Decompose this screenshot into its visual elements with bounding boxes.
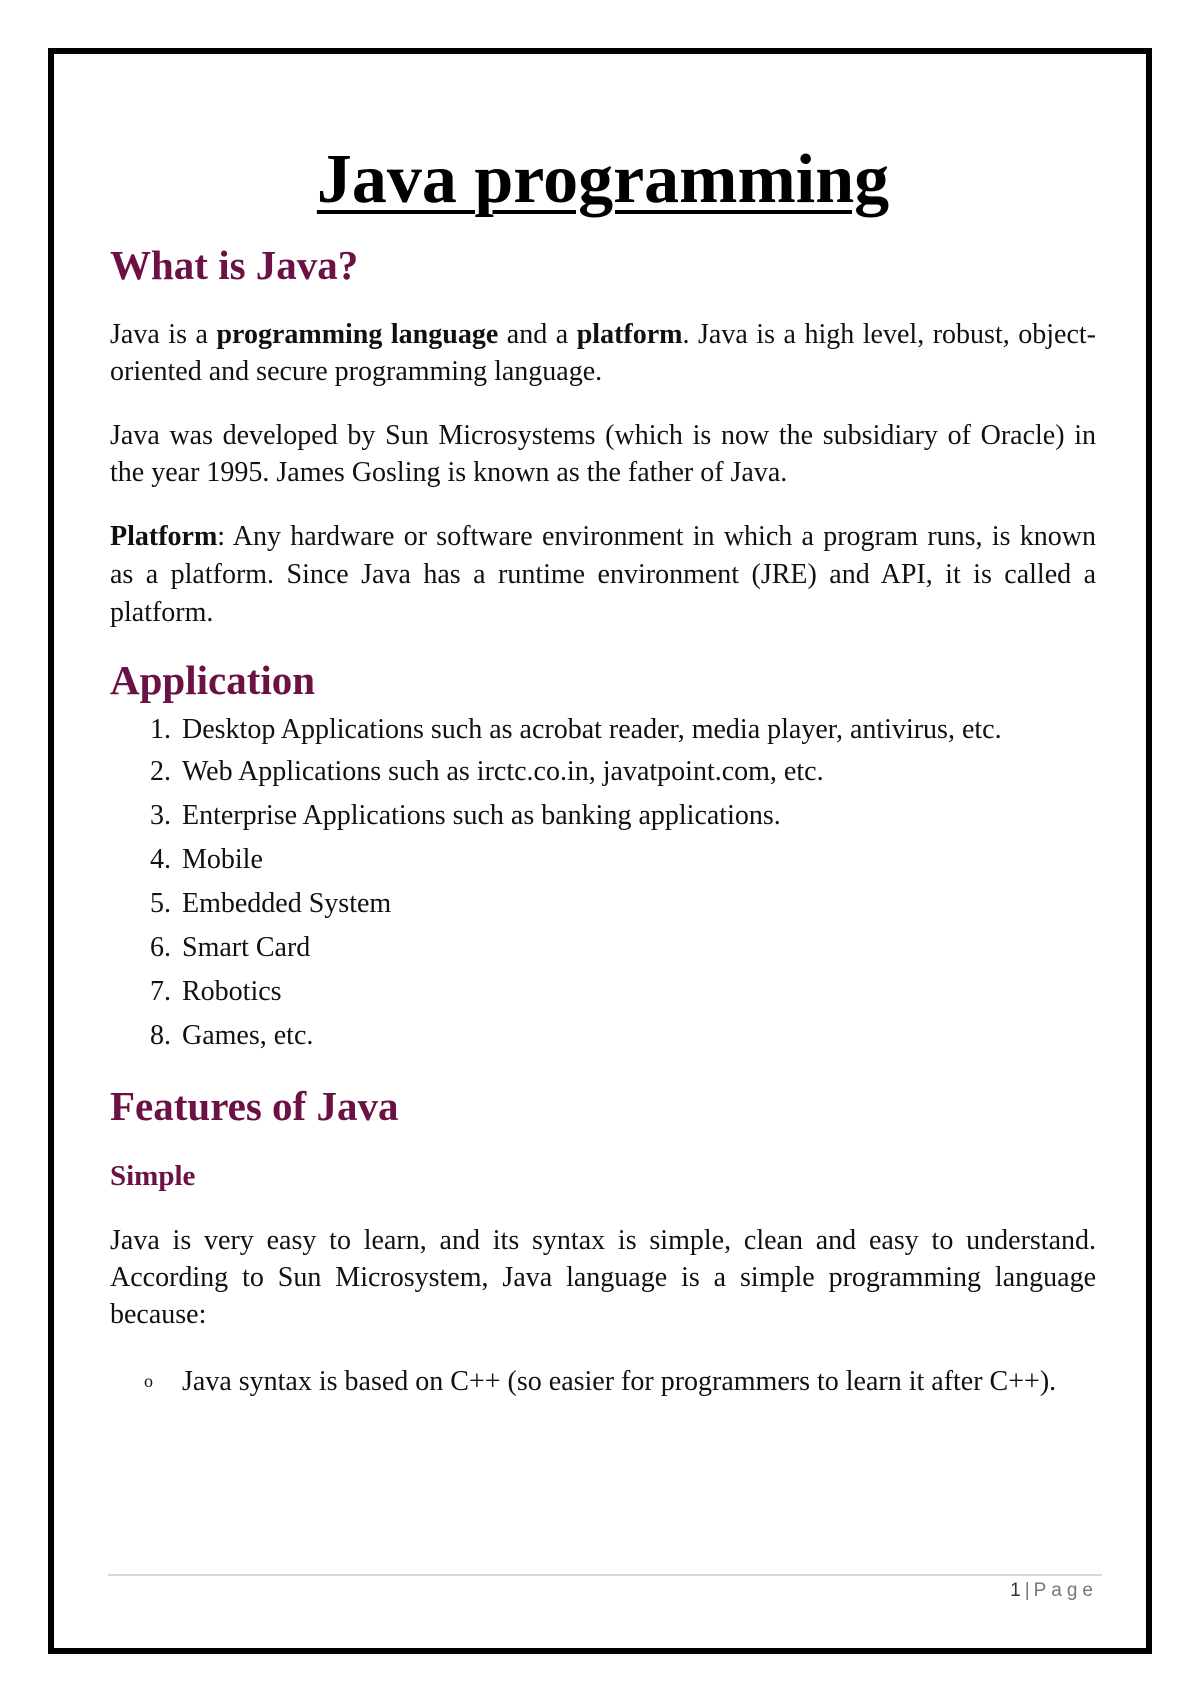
list-item (110, 711, 1096, 748)
list-item (110, 929, 1096, 966)
bold-term-platform-label: Platform (110, 520, 218, 552)
list-item-text: Embedded System (182, 887, 392, 919)
section-heading-application: Application (110, 656, 316, 703)
list-number: 6. (150, 931, 171, 963)
list-item (110, 1363, 1096, 1400)
list-item-text: Mobile (182, 843, 263, 875)
list-item-text: Smart Card (182, 931, 311, 963)
list-item (110, 753, 1096, 790)
list-item (110, 841, 1096, 878)
section-heading-what-is-java: What is Java? (110, 241, 359, 288)
bullet-marker: o (144, 1370, 153, 1391)
footer-divider (108, 1574, 1102, 1576)
simple-bullet-list (110, 1363, 1096, 1400)
text-run: Java is a (110, 318, 217, 350)
page-footer (1010, 1580, 1098, 1602)
footer-separator: | (1024, 1580, 1030, 1601)
subsection-heading-simple: Simple (110, 1160, 196, 1193)
paragraph-simple-description: Java is very easy to learn, and its syntax is simple, clean and easy to understand. According to Sun Microsystem, Java language is a simple programming language because: (110, 1224, 1096, 1330)
bold-term-platform: platform (576, 318, 683, 350)
page-number: 1 (1010, 1580, 1021, 1601)
list-item (110, 973, 1096, 1010)
page-label: Page (1033, 1580, 1098, 1601)
text-run: . Java is a high level, robust, object-oriented and secure programming language. (110, 318, 1096, 387)
list-item-text: Desktop Applications such as acrobat reader, media player, antivirus, etc. (182, 713, 1002, 745)
list-number: 1. (150, 713, 171, 745)
list-number: 5. (150, 887, 171, 919)
list-item (110, 885, 1096, 922)
document-content (110, 140, 1096, 1400)
paragraph-platform-definition (110, 518, 1096, 632)
list-item-text: Enterprise Applications such as banking applications. (182, 799, 781, 831)
text-run: and a (498, 318, 577, 350)
paragraph-java-history: Java was developed by Sun Microsystems (which is now the subsidiary of Oracle) in the year 1995. James Gosling is known as the father of Java. (110, 419, 1096, 488)
text-run: : Any hardware or software environment in which a program runs, is known as a platform. Since Java has a runtime environment (JRE) and API, it is called a platform. (110, 520, 1096, 628)
paragraph-java-definition (110, 316, 1096, 390)
list-item (110, 797, 1096, 834)
list-item-text: Web Applications such as irctc.co.in, javatpoint.com, etc. (182, 755, 824, 787)
list-item-text: Games, etc. (182, 1019, 314, 1051)
list-item-text: Robotics (182, 975, 282, 1007)
application-list (110, 711, 1096, 1054)
document-title: Java programming (316, 141, 890, 218)
list-item (110, 1017, 1096, 1054)
list-item-text: Java syntax is based on C++ (so easier for programmers to learn it after C++). (182, 1365, 1057, 1397)
section-heading-features: Features of Java (110, 1082, 399, 1129)
bold-term-programming-language: programming language (216, 318, 499, 350)
list-number: 7. (150, 975, 171, 1007)
list-number: 4. (150, 843, 171, 875)
list-number: 3. (150, 799, 171, 831)
list-number: 8. (150, 1019, 171, 1051)
list-number: 2. (150, 755, 171, 787)
